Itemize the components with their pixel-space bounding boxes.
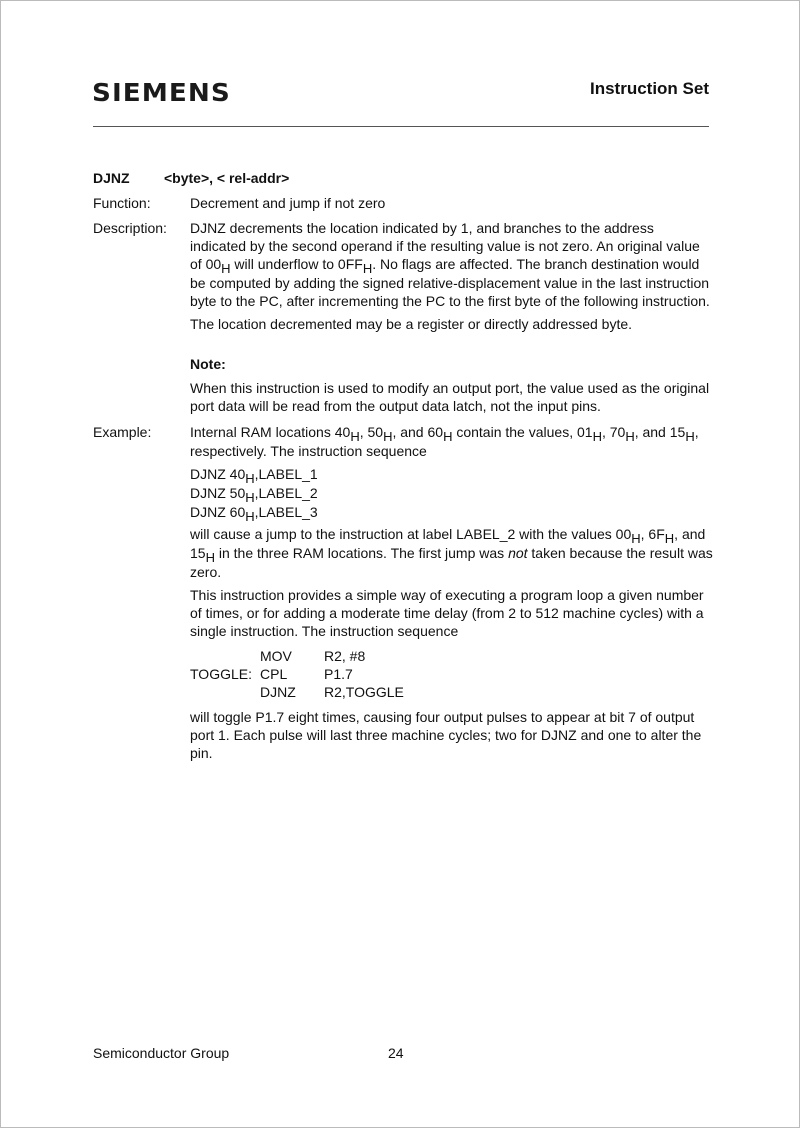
text-line — [190, 397, 720, 415]
text-segment: pin. — [190, 745, 213, 761]
function-label: Function: — [93, 195, 151, 211]
text-line — [190, 604, 720, 622]
text-segment: DJNZ 60 — [190, 504, 246, 520]
hex-subscript: H — [350, 429, 360, 444]
text-segment: in the three RAM locations. The first jump was — [214, 545, 509, 561]
code-operand: R2, #8 — [324, 648, 366, 664]
text-line — [190, 315, 720, 333]
code-operand: R2,TOGGLE — [324, 684, 404, 700]
text-line — [190, 274, 720, 292]
text-segment: respectively. The instruction sequence — [190, 443, 427, 459]
text-line — [190, 465, 720, 484]
text-segment: port data will be read from the output data latch, not the input pins. — [190, 398, 601, 414]
text-segment: , 6F — [640, 526, 665, 542]
text-line — [190, 219, 720, 237]
text-line — [190, 237, 720, 255]
text-segment: Note: — [190, 356, 226, 372]
text-segment: byte to the PC, after incrementing the PC to the first byte of the following instruction. — [190, 293, 710, 309]
page-number: 24 — [388, 1045, 404, 1061]
code-opcode: MOV — [260, 648, 292, 664]
text-line — [190, 292, 720, 310]
text-line — [190, 503, 720, 522]
hex-subscript: H — [625, 429, 635, 444]
text-segment: , and — [674, 526, 706, 542]
text-segment: will underflow to 0FF — [230, 256, 363, 272]
text-segment: zero. — [190, 564, 222, 580]
text-line — [190, 744, 720, 762]
text-line — [190, 525, 720, 544]
hex-subscript: H — [221, 261, 231, 276]
text-segment: Internal RAM locations 40 — [190, 424, 351, 440]
note-title — [190, 355, 720, 373]
code-opcode: CPL — [260, 666, 288, 682]
text-segment: DJNZ 50 — [190, 485, 246, 501]
text-segment: of 00 — [190, 256, 222, 272]
text-segment: , and 15 — [634, 424, 686, 440]
hex-subscript: H — [205, 550, 215, 565]
instruction-operands: <byte>, < rel-addr> — [164, 170, 290, 186]
text-segment: will cause a jump to the instruction at label LABEL_2 with the values 00 — [190, 526, 632, 542]
text-segment: This instruction provides a simple way of executing a program loop a given number — [190, 587, 704, 603]
text-segment: , — [694, 424, 699, 440]
example-paragraph-1 — [190, 423, 720, 460]
text-segment: , and 60 — [392, 424, 444, 440]
text-segment: DJNZ decrements the location indicated by 1, and branches to the address — [190, 220, 654, 236]
description-paragraph — [190, 219, 720, 310]
text-segment: The location decremented may be a register or directly addressed byte. — [190, 316, 633, 332]
example-paragraph-3 — [190, 586, 720, 640]
instruction-mnemonic: DJNZ — [93, 170, 130, 186]
description-label: Description: — [93, 220, 167, 236]
code-operand: P1.7 — [324, 666, 353, 682]
hex-subscript: H — [592, 429, 602, 444]
text-segment: ,LABEL_3 — [254, 504, 318, 520]
text-line — [190, 255, 720, 274]
text-line — [190, 708, 720, 726]
text-line — [190, 423, 720, 442]
example-paragraph-4 — [190, 708, 720, 762]
hex-subscript: H — [245, 509, 255, 524]
example-code-sequence — [190, 465, 720, 522]
note-paragraph — [190, 379, 720, 415]
text-line — [190, 726, 720, 744]
text-segment: not — [508, 545, 528, 561]
text-segment: of times, or for adding a moderate time delay (from 2 to 512 machine cycles) with a — [190, 605, 704, 621]
example-paragraph-2 — [190, 525, 720, 581]
hex-subscript: H — [443, 429, 453, 444]
text-segment: ,LABEL_2 — [254, 485, 318, 501]
hex-subscript: H — [362, 261, 373, 276]
text-segment: single instruction. The instruction sequence — [190, 623, 459, 639]
header-divider — [93, 126, 709, 127]
hex-subscript: H — [664, 531, 675, 546]
text-segment: indicated by the second operand if the resulting value is not zero. An original value — [190, 238, 700, 254]
text-segment: port 1. Each pulse will last three machine cycles; two for DJNZ and one to alter the — [190, 727, 702, 743]
text-segment: ,LABEL_1 — [254, 466, 318, 482]
hex-subscript: H — [383, 429, 393, 444]
hex-subscript: H — [685, 429, 695, 444]
code-opcode: DJNZ — [260, 684, 296, 700]
hex-subscript: H — [245, 490, 255, 505]
section-title: Instruction Set — [589, 79, 709, 98]
text-segment: DJNZ 40 — [190, 466, 246, 482]
text-segment: will toggle P1.7 eight times, causing four output pulses to appear at bit 7 of output — [190, 709, 695, 725]
text-segment: 15 — [190, 545, 206, 561]
text-line — [190, 484, 720, 503]
description-paragraph-2 — [190, 315, 720, 333]
text-line — [190, 544, 720, 563]
text-segment: , 50 — [359, 424, 384, 440]
text-line — [190, 442, 720, 460]
hex-subscript: H — [631, 531, 641, 546]
text-segment: When this instruction is used to modify an output port, the value used as the original — [190, 380, 710, 396]
text-segment: taken because the result was — [527, 545, 713, 561]
text-line — [190, 379, 720, 397]
function-text: Decrement and jump if not zero — [190, 195, 386, 211]
siemens-logo: SIEMENS — [92, 78, 231, 107]
text-line — [190, 563, 720, 581]
text-line — [190, 586, 720, 604]
example-label: Example: — [93, 424, 152, 440]
footer-publisher: Semiconductor Group — [93, 1045, 230, 1061]
code-label: TOGGLE: — [190, 666, 252, 682]
text-line — [190, 355, 720, 373]
hex-subscript: H — [245, 471, 255, 486]
text-segment: contain the values, 01 — [452, 424, 593, 440]
text-segment: . No flags are affected. The branch destination would — [372, 256, 700, 272]
text-segment: , 70 — [601, 424, 626, 440]
text-line — [190, 622, 720, 640]
text-segment: be computed by adding the signed relative-displacement value in the last instruction — [190, 275, 710, 291]
